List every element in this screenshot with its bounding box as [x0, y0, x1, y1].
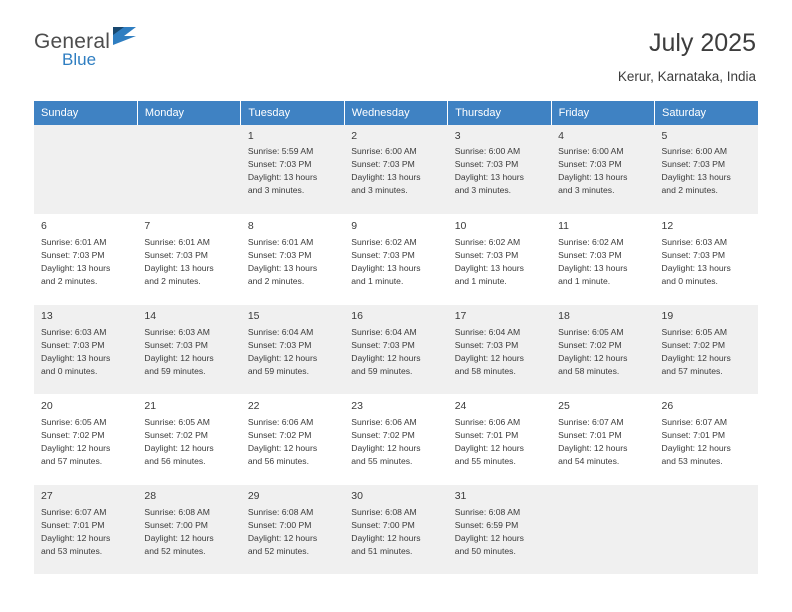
- page-header: [0, 0, 792, 84]
- sunrise-text: Sunrise: 6:00 AM: [558, 146, 624, 157]
- sunset-text: Sunset: 7:03 PM: [351, 159, 415, 170]
- weekday-header-wednesday: Wednesday: [344, 101, 447, 125]
- sunrise-text: Sunrise: 6:07 AM: [41, 506, 107, 517]
- daylight-text-2: and 1 minute.: [558, 275, 611, 286]
- day-number: 3: [454, 129, 461, 142]
- logo-text-blue: Blue: [62, 50, 97, 69]
- sunrise-text: Sunrise: 6:01 AM: [247, 236, 314, 247]
- day-cell: [34, 215, 137, 305]
- day-cell: [448, 125, 551, 215]
- day-number: 4: [558, 129, 564, 142]
- day-cell: [137, 395, 240, 485]
- day-number: 11: [558, 220, 570, 232]
- daylight-text-2: and 51 minutes.: [351, 545, 413, 556]
- day-cell: [448, 215, 551, 305]
- day-number: 14: [144, 310, 157, 322]
- day-number: 28: [144, 490, 157, 502]
- daylight-text-2: and 52 minutes.: [247, 545, 309, 556]
- daylight-text-2: and 59 minutes.: [247, 365, 309, 376]
- sunset-text: Sunset: 7:03 PM: [661, 249, 726, 260]
- daylight-text-2: and 59 minutes.: [351, 365, 413, 376]
- sunrise-text: Sunrise: 6:01 AM: [144, 236, 210, 247]
- daylight-text-1: Daylight: 12 hours: [351, 352, 421, 363]
- calendar-body: [34, 125, 758, 575]
- day-cell: [137, 485, 240, 575]
- day-cell: [241, 395, 344, 485]
- day-number: 21: [144, 400, 157, 412]
- day-cell: [34, 485, 137, 575]
- daylight-text-2: and 3 minutes.: [351, 185, 408, 196]
- sunrise-text: Sunrise: 6:01 AM: [41, 236, 107, 247]
- day-cell: [551, 125, 654, 215]
- daylight-text-1: Daylight: 12 hours: [41, 532, 111, 543]
- daylight-text-1: Daylight: 13 hours: [247, 262, 318, 273]
- sunrise-text: Sunrise: 6:06 AM: [454, 416, 521, 427]
- day-cell: [655, 395, 758, 485]
- day-cell: [551, 305, 654, 395]
- sunset-text: Sunset: 6:59 PM: [454, 519, 519, 530]
- day-number: 8: [247, 220, 254, 232]
- day-cell: [34, 395, 137, 485]
- day-number: 6: [41, 220, 47, 232]
- weekday-header-saturday: Saturday: [655, 101, 758, 125]
- daylight-text-1: Daylight: 13 hours: [144, 262, 214, 273]
- sunset-text: Sunset: 7:03 PM: [247, 249, 312, 260]
- sunset-text: Sunset: 7:03 PM: [247, 339, 312, 350]
- daylight-text-2: and 1 minute.: [454, 275, 507, 286]
- calendar-table: [34, 101, 758, 576]
- day-cell: [655, 215, 758, 305]
- sunset-text: Sunset: 7:02 PM: [558, 339, 622, 350]
- daylight-text-1: Daylight: 12 hours: [247, 532, 318, 543]
- sunrise-text: Sunrise: 6:06 AM: [351, 416, 417, 427]
- sunrise-text: Sunrise: 6:04 AM: [454, 326, 521, 337]
- weekday-header-monday: Monday: [137, 101, 240, 125]
- day-number: 7: [144, 220, 151, 232]
- sunset-text: Sunset: 7:00 PM: [247, 519, 312, 530]
- day-number: 31: [454, 490, 467, 502]
- daylight-text-2: and 50 minutes.: [454, 545, 516, 556]
- day-cell: [448, 395, 551, 485]
- daylight-text-1: Daylight: 12 hours: [558, 352, 628, 363]
- sunrise-text: Sunrise: 6:02 AM: [558, 236, 624, 247]
- daylight-text-2: and 58 minutes.: [454, 365, 516, 376]
- daylight-text-1: Daylight: 12 hours: [144, 532, 214, 543]
- sunrise-text: Sunrise: 6:02 AM: [351, 236, 417, 247]
- day-number: 19: [661, 310, 674, 322]
- daylight-text-2: and 3 minutes.: [247, 185, 305, 196]
- day-number: 13: [41, 310, 53, 322]
- day-cell: [344, 395, 447, 485]
- sunset-text: Sunset: 7:03 PM: [351, 249, 415, 260]
- sunset-text: Sunset: 7:02 PM: [351, 429, 415, 440]
- day-number: 26: [661, 400, 674, 412]
- daylight-text-1: Daylight: 12 hours: [454, 442, 524, 453]
- daylight-text-1: Daylight: 13 hours: [558, 262, 628, 273]
- day-cell: [137, 125, 240, 215]
- sunrise-text: Sunrise: 6:08 AM: [247, 506, 314, 517]
- sunrise-text: Sunrise: 6:06 AM: [247, 416, 314, 427]
- sunset-text: Sunset: 7:01 PM: [661, 429, 726, 440]
- day-cell: [655, 485, 758, 575]
- sunrise-text: Sunrise: 6:03 AM: [661, 236, 727, 247]
- sunset-text: Sunset: 7:03 PM: [661, 159, 726, 170]
- daylight-text-2: and 0 minutes.: [661, 275, 718, 286]
- daylight-text-1: Daylight: 13 hours: [454, 172, 524, 183]
- sunrise-text: Sunrise: 6:02 AM: [454, 236, 521, 247]
- day-number: 15: [247, 310, 260, 322]
- sunset-text: Sunset: 7:03 PM: [41, 339, 105, 350]
- day-number: 10: [454, 220, 467, 232]
- weekday-header-sunday: Sunday: [34, 101, 137, 125]
- daylight-text-1: Daylight: 13 hours: [558, 172, 628, 183]
- day-number: 20: [41, 400, 53, 412]
- sunset-text: Sunset: 7:03 PM: [144, 249, 208, 260]
- sunset-text: Sunset: 7:02 PM: [144, 429, 208, 440]
- title-block: [618, 28, 756, 84]
- sunrise-text: Sunrise: 6:00 AM: [661, 146, 727, 157]
- day-number: 29: [247, 490, 260, 502]
- sunset-text: Sunset: 7:01 PM: [41, 519, 105, 530]
- daylight-text-2: and 3 minutes.: [454, 185, 512, 196]
- day-cell: [551, 395, 654, 485]
- sunset-text: Sunset: 7:02 PM: [661, 339, 726, 350]
- day-number: 12: [661, 220, 674, 232]
- day-number: 18: [558, 310, 570, 322]
- day-number: 2: [351, 129, 358, 142]
- sunset-text: Sunset: 7:03 PM: [558, 249, 622, 260]
- day-cell: [34, 125, 137, 215]
- day-number: 22: [247, 400, 260, 412]
- daylight-text-2: and 2 minutes.: [661, 185, 718, 196]
- sunset-text: Sunset: 7:03 PM: [454, 249, 519, 260]
- weekday-header-tuesday: Tuesday: [241, 101, 344, 125]
- daylight-text-1: Daylight: 13 hours: [247, 172, 318, 183]
- day-cell: [344, 305, 447, 395]
- sunset-text: Sunset: 7:03 PM: [558, 159, 622, 170]
- day-cell: [241, 215, 344, 305]
- blue-flag-icon: [112, 26, 138, 50]
- daylight-text-2: and 55 minutes.: [351, 455, 413, 466]
- day-cell: [344, 485, 447, 575]
- daylight-text-1: Daylight: 13 hours: [454, 262, 524, 273]
- daylight-text-2: and 53 minutes.: [41, 545, 103, 556]
- sunrise-text: Sunrise: 6:08 AM: [454, 506, 521, 517]
- day-cell: [241, 125, 344, 215]
- daylight-text-2: and 57 minutes.: [41, 455, 103, 466]
- generalblue-logo: [34, 28, 138, 68]
- sunrise-text: Sunrise: 6:05 AM: [144, 416, 210, 427]
- sunrise-text: Sunrise: 6:04 AM: [351, 326, 417, 337]
- logo-text-general: General: [34, 30, 111, 53]
- daylight-text-1: Daylight: 12 hours: [41, 442, 111, 453]
- daylight-text-1: Daylight: 12 hours: [247, 442, 318, 453]
- daylight-text-2: and 55 minutes.: [454, 455, 516, 466]
- daylight-text-2: and 56 minutes.: [247, 455, 309, 466]
- daylight-text-2: and 3 minutes.: [558, 185, 615, 196]
- daylight-text-2: and 52 minutes.: [144, 545, 206, 556]
- daylight-text-1: Daylight: 12 hours: [247, 352, 318, 363]
- sunrise-text: Sunrise: 6:04 AM: [247, 326, 314, 337]
- daylight-text-1: Daylight: 12 hours: [558, 442, 628, 453]
- daylight-text-1: Daylight: 13 hours: [41, 352, 111, 363]
- day-cell: [448, 305, 551, 395]
- sunset-text: Sunset: 7:01 PM: [558, 429, 622, 440]
- day-number: 17: [454, 310, 467, 322]
- daylight-text-1: Daylight: 12 hours: [454, 352, 524, 363]
- day-cell: [241, 305, 344, 395]
- day-number: 1: [247, 129, 254, 142]
- daylight-text-1: Daylight: 13 hours: [661, 262, 731, 273]
- daylight-text-2: and 59 minutes.: [144, 365, 206, 376]
- daylight-text-1: Daylight: 12 hours: [351, 442, 421, 453]
- sunset-text: Sunset: 7:00 PM: [351, 519, 415, 530]
- sunset-text: Sunset: 7:03 PM: [41, 249, 105, 260]
- sunrise-text: Sunrise: 6:05 AM: [41, 416, 107, 427]
- location-subtitle: Kerur, Karnataka, India: [617, 68, 756, 84]
- day-cell: [137, 305, 240, 395]
- day-cell: [551, 215, 654, 305]
- calendar-container: [0, 101, 792, 576]
- daylight-text-1: Daylight: 12 hours: [351, 532, 421, 543]
- day-number: 23: [351, 400, 363, 412]
- daylight-text-1: Daylight: 13 hours: [351, 262, 421, 273]
- sunset-text: Sunset: 7:00 PM: [144, 519, 208, 530]
- weekday-header-thursday: Thursday: [448, 101, 551, 125]
- day-number: 5: [661, 129, 668, 142]
- day-number: 24: [454, 400, 467, 412]
- day-cell: [137, 215, 240, 305]
- calendar-header-row: [34, 101, 758, 125]
- day-cell: [241, 485, 344, 575]
- day-cell: [655, 125, 758, 215]
- daylight-text-2: and 0 minutes.: [41, 365, 98, 376]
- sunrise-text: Sunrise: 6:05 AM: [558, 326, 624, 337]
- daylight-text-2: and 58 minutes.: [558, 365, 620, 376]
- sunrise-text: Sunrise: 6:05 AM: [661, 326, 727, 337]
- calendar-week-row: [34, 485, 758, 575]
- day-number: 27: [41, 490, 53, 502]
- daylight-text-2: and 1 minute.: [351, 275, 404, 286]
- daylight-text-1: Daylight: 13 hours: [41, 262, 111, 273]
- day-cell: [655, 305, 758, 395]
- calendar-week-row: [34, 215, 758, 305]
- daylight-text-1: Daylight: 12 hours: [454, 532, 524, 543]
- daylight-text-2: and 57 minutes.: [661, 365, 723, 376]
- daylight-text-2: and 2 minutes.: [41, 275, 98, 286]
- daylight-text-2: and 53 minutes.: [661, 455, 723, 466]
- daylight-text-1: Daylight: 12 hours: [661, 352, 731, 363]
- day-cell: [344, 215, 447, 305]
- sunset-text: Sunset: 7:03 PM: [247, 159, 312, 170]
- sunset-text: Sunset: 7:03 PM: [454, 339, 519, 350]
- day-cell: [34, 305, 137, 395]
- sunrise-text: Sunrise: 6:00 AM: [454, 146, 521, 157]
- weekday-header-friday: Friday: [551, 101, 654, 125]
- day-cell: [344, 125, 447, 215]
- daylight-text-1: Daylight: 13 hours: [351, 172, 421, 183]
- day-cell: [448, 485, 551, 575]
- daylight-text-1: Daylight: 12 hours: [144, 352, 214, 363]
- sunrise-text: Sunrise: 6:08 AM: [144, 506, 210, 517]
- daylight-text-1: Daylight: 12 hours: [661, 442, 731, 453]
- daylight-text-2: and 2 minutes.: [144, 275, 201, 286]
- page-title: July 2025: [648, 29, 756, 57]
- daylight-text-1: Daylight: 13 hours: [661, 172, 731, 183]
- daylight-text-1: Daylight: 12 hours: [144, 442, 214, 453]
- sunrise-text: Sunrise: 6:03 AM: [144, 326, 210, 337]
- daylight-text-2: and 2 minutes.: [247, 275, 305, 286]
- sunrise-text: Sunrise: 6:07 AM: [558, 416, 624, 427]
- sunrise-text: Sunrise: 6:07 AM: [661, 416, 727, 427]
- day-number: 25: [558, 400, 570, 412]
- sunrise-text: Sunrise: 5:59 AM: [247, 146, 314, 157]
- day-cell: [551, 485, 654, 575]
- sunrise-text: Sunrise: 6:08 AM: [351, 506, 417, 517]
- sunset-text: Sunset: 7:01 PM: [454, 429, 519, 440]
- daylight-text-2: and 54 minutes.: [558, 455, 620, 466]
- sunrise-text: Sunrise: 6:00 AM: [351, 146, 417, 157]
- day-number: 30: [351, 490, 363, 502]
- sunset-text: Sunset: 7:03 PM: [144, 339, 208, 350]
- sunset-text: Sunset: 7:03 PM: [351, 339, 415, 350]
- sunset-text: Sunset: 7:02 PM: [41, 429, 105, 440]
- calendar-week-row: [34, 395, 758, 485]
- sunset-text: Sunset: 7:03 PM: [454, 159, 519, 170]
- logo-top-row: [34, 28, 138, 52]
- calendar-week-row: [34, 125, 758, 215]
- day-number: 9: [351, 220, 358, 232]
- sunset-text: Sunset: 7:02 PM: [247, 429, 312, 440]
- day-number: 16: [351, 310, 363, 322]
- sunrise-text: Sunrise: 6:03 AM: [41, 326, 107, 337]
- calendar-week-row: [34, 305, 758, 395]
- daylight-text-2: and 56 minutes.: [144, 455, 206, 466]
